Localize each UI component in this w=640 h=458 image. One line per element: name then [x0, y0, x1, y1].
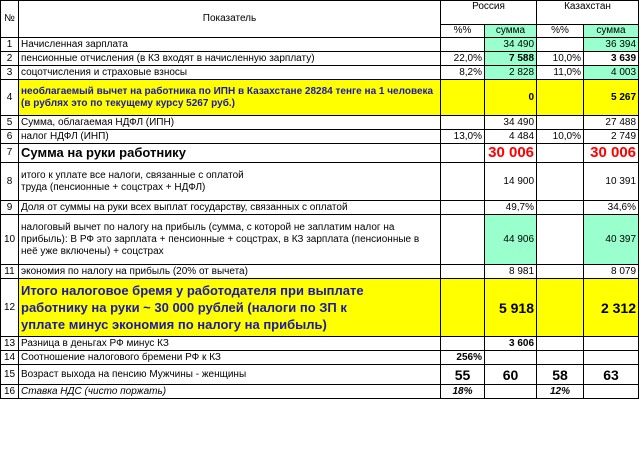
kz-pct: 12% — [537, 385, 584, 399]
ru-sum: 30 006 — [485, 144, 537, 163]
ru-pct: 55 — [441, 365, 485, 385]
row-label: налоговый вычет по налогу на прибыль (сумма, с которой не заплатим налог на прибыль): В РФ это зарплата + пенсионные + соцстрах, в КЗ зарплата (пенсионные в неё уже включены) + соцстрах — [19, 215, 441, 265]
ru-sum: 34 490 — [485, 38, 537, 52]
table-row — [1, 265, 639, 279]
ru-pct: 22,0% — [441, 52, 485, 66]
ru-sum: 60 — [485, 365, 537, 385]
ru-pct — [441, 80, 485, 116]
row-label: Сумма, облагаемая НДФЛ (ИПН) — [19, 116, 441, 130]
row-number: 1 — [1, 38, 19, 52]
row-number: 9 — [1, 201, 19, 215]
ru-sum: 49,7% — [485, 201, 537, 215]
table-row — [1, 38, 639, 52]
ru-sum: 14 900 — [485, 163, 537, 201]
row-label: налог НДФЛ (ИНП) — [19, 130, 441, 144]
ru-pct — [441, 279, 485, 337]
kz-pct — [537, 201, 584, 215]
ru-sum: 7 588 — [485, 52, 537, 66]
kz-sum: 40 397 — [584, 215, 639, 265]
kz-pct — [537, 215, 584, 265]
kz-sum — [584, 337, 639, 351]
header-indicator: Показатель — [19, 1, 441, 38]
header-num: № — [1, 1, 19, 38]
row-label: Возраст выхода на пенсию Мужчины - женщины — [19, 365, 441, 385]
row-label: Разница в деньгах РФ минус КЗ — [19, 337, 441, 351]
row-number: 13 — [1, 337, 19, 351]
row-label: экономия по налогу на прибыль (20% от вычета) — [19, 265, 441, 279]
kz-sum: 3 639 — [584, 52, 639, 66]
kz-sum: 63 — [584, 365, 639, 385]
kz-pct — [537, 144, 584, 163]
row-number: 16 — [1, 385, 19, 399]
table-row — [1, 337, 639, 351]
ru-sum — [485, 385, 537, 399]
row-number: 14 — [1, 351, 19, 365]
kz-sum — [584, 385, 639, 399]
table-row — [1, 116, 639, 130]
kz-pct — [537, 38, 584, 52]
kz-pct — [537, 279, 584, 337]
kz-sum: 2 749 — [584, 130, 639, 144]
row-number: 6 — [1, 130, 19, 144]
ru-pct — [441, 265, 485, 279]
header-russia: Россия — [441, 1, 537, 25]
header-ru-sum: сумма — [485, 25, 537, 38]
ru-sum: 2 828 — [485, 66, 537, 80]
row-label: необлагаемый вычет на работника по ИПН в Казахстане 28284 тенге на 1 человека (в рублях это по текущему курсу 5267 руб.) — [19, 80, 441, 116]
ru-pct: 13,0% — [441, 130, 485, 144]
row-label: итого к уплате все налоги, связанные с оплатой труда (пенсионные + соцстрах + НДФЛ) — [19, 163, 441, 201]
row-label: пенсионные отчисления (в КЗ входят в начисленную зарплату) — [19, 52, 441, 66]
header-kz-sum: сумма — [584, 25, 639, 38]
ru-sum: 34 490 — [485, 116, 537, 130]
table-row — [1, 66, 639, 80]
ru-pct — [441, 116, 485, 130]
ru-pct — [441, 163, 485, 201]
header-kazakhstan: Казахстан — [537, 1, 639, 25]
ru-sum: 5 918 — [485, 279, 537, 337]
table-row — [1, 80, 639, 116]
table-row — [1, 279, 639, 337]
row-number: 2 — [1, 52, 19, 66]
row-number: 11 — [1, 265, 19, 279]
ru-sum: 4 484 — [485, 130, 537, 144]
ru-sum: 44 906 — [485, 215, 537, 265]
row-label: Соотношение налогового бремени РФ к КЗ — [19, 351, 441, 365]
ru-sum: 3 606 — [485, 337, 537, 351]
kz-sum: 4 003 — [584, 66, 639, 80]
row-number: 12 — [1, 279, 19, 337]
kz-pct — [537, 351, 584, 365]
table-row — [1, 144, 639, 163]
header-kz-pct: %% — [537, 25, 584, 38]
table-row — [1, 130, 639, 144]
table-row — [1, 52, 639, 66]
table-row — [1, 201, 639, 215]
kz-pct: 10,0% — [537, 52, 584, 66]
row-number: 10 — [1, 215, 19, 265]
kz-sum — [584, 351, 639, 365]
row-number: 5 — [1, 116, 19, 130]
kz-pct — [537, 116, 584, 130]
row-label: Сумма на руки работнику — [19, 144, 441, 163]
kz-sum: 30 006 — [584, 144, 639, 163]
kz-pct — [537, 80, 584, 116]
ru-pct: 256% — [441, 351, 485, 365]
ru-pct — [441, 144, 485, 163]
kz-pct: 11,0% — [537, 66, 584, 80]
kz-pct — [537, 265, 584, 279]
ru-pct — [441, 201, 485, 215]
row-label: Ставка НДС (чисто поржать) — [19, 385, 441, 399]
table-row — [1, 215, 639, 265]
row-label: соцотчисления и страховые взносы — [19, 66, 441, 80]
ru-pct — [441, 337, 485, 351]
kz-pct — [537, 337, 584, 351]
row-label: Начисленная зарплата — [19, 38, 441, 52]
kz-sum: 27 488 — [584, 116, 639, 130]
row-label: Итого налоговое бремя у работодателя при выплате работнику на руки ~ 30 000 рублей (налоги по ЗП к уплате минус экономия по налогу на прибыль) — [19, 279, 441, 337]
row-label: Доля от суммы на руки всех выплат государству, связанных с оплатой — [19, 201, 441, 215]
ru-pct: 18% — [441, 385, 485, 399]
row-number: 3 — [1, 66, 19, 80]
ru-sum: 0 — [485, 80, 537, 116]
kz-sum: 2 312 — [584, 279, 639, 337]
ru-pct — [441, 38, 485, 52]
ru-sum — [485, 351, 537, 365]
header-ru-pct: %% — [441, 25, 485, 38]
kz-pct: 10,0% — [537, 130, 584, 144]
kz-pct: 58 — [537, 365, 584, 385]
kz-sum: 5 267 — [584, 80, 639, 116]
row-number: 15 — [1, 365, 19, 385]
table-row — [1, 163, 639, 201]
ru-pct — [441, 215, 485, 265]
table-row — [1, 351, 639, 365]
row-number: 7 — [1, 144, 19, 163]
row-number: 8 — [1, 163, 19, 201]
kz-sum: 36 394 — [584, 38, 639, 52]
ru-sum: 8 981 — [485, 265, 537, 279]
kz-pct — [537, 163, 584, 201]
ru-pct: 8,2% — [441, 66, 485, 80]
row-number: 4 — [1, 80, 19, 116]
table-row — [1, 385, 639, 399]
table-row — [1, 365, 639, 385]
kz-sum: 8 079 — [584, 265, 639, 279]
kz-sum: 34,6% — [584, 201, 639, 215]
kz-sum: 10 391 — [584, 163, 639, 201]
